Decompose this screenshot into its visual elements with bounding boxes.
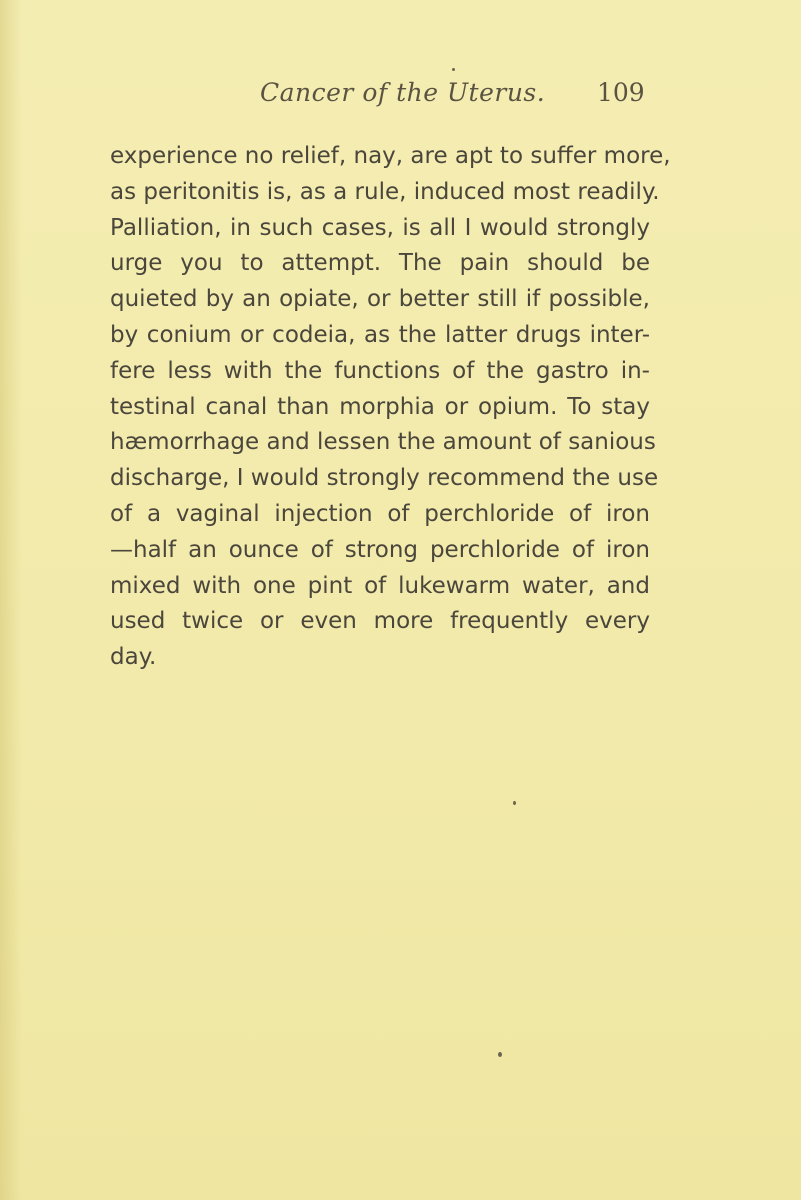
body-paragraph [110, 139, 671, 676]
text-line: used twice or even more frequently every [110, 608, 650, 635]
text-line: discharge, I would strongly recommend the use [110, 465, 659, 492]
paper-speck [498, 1052, 502, 1057]
text-line: —half an ounce of strong perchloride of iron [110, 536, 650, 563]
text-line: quieted by an opiate, or better still if possible, [110, 286, 650, 313]
running-head [0, 78, 801, 118]
text-line: hæmorrhage and lessen the amount of sanious [110, 429, 656, 456]
text-line: as peritonitis is, as a rule, induced most readily. [110, 178, 660, 205]
paper-speck [452, 68, 455, 71]
text-line: fere less with the functions of the gastro in- [110, 357, 650, 384]
text-line: Palliation, in such cases, is all I would strongly [110, 214, 650, 241]
text-line: day. [110, 644, 157, 671]
text-line: experience no relief, nay, are apt to suffer more, [110, 143, 671, 169]
page-number: 109 [597, 78, 645, 107]
text-line: urge you to attempt. The pain should be [110, 250, 650, 277]
text-line: mixed with one pint of lukewarm water, and [110, 572, 650, 599]
text-line: testinal canal than morphia or opium. To stay [110, 393, 650, 420]
text-line: by conium or codeia, as the latter drugs inter- [110, 321, 650, 348]
paper-speck [513, 801, 516, 805]
running-title: Cancer of the Uterus. [260, 78, 546, 107]
text-line: of a vaginal injection of perchloride of iron [110, 500, 650, 527]
